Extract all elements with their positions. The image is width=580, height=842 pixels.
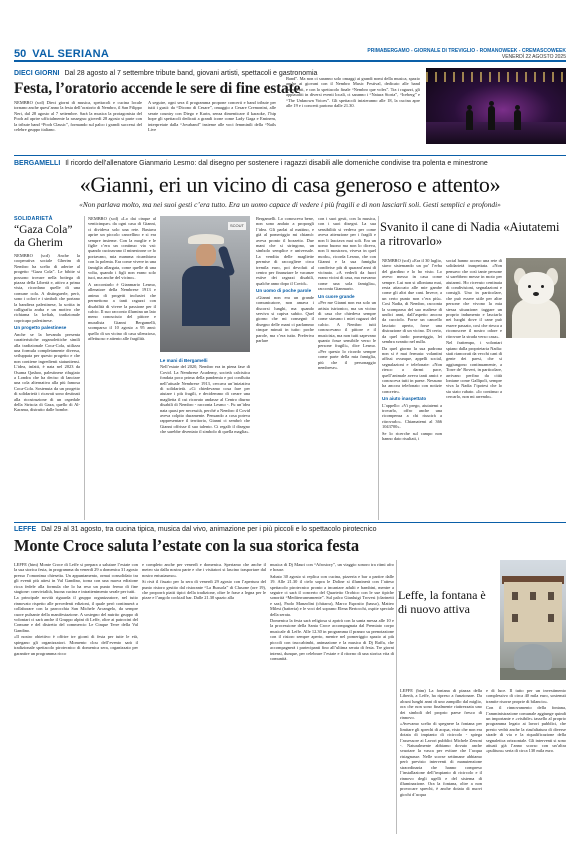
- publication-date: VENERDÌ 22 AGOSTO 2025: [501, 54, 566, 60]
- article1-column-3: [286, 76, 420, 152]
- performer-figure: [514, 110, 521, 130]
- article1-col3-text: Band”. Ma non ci saranno solo omaggi ai grandi nomi della musica, spazio anche ai giovani con il Nembro Music Festival, dedicato alle band emergenti, e con lo spettacolo finale “Nembro que voles”. Tra i ragazzi, gli applauditi in diversi eventi locali, ci saranno i “Natura Storia”, “Iceberg” e “The Unknown Voices”. Gli spettacoli inizieranno alle 18, la cucina apre alle 19 e i concerti partono dalle 21.30.: [286, 76, 420, 109]
- article1-column-2: [148, 100, 276, 152]
- column-divider: [378, 216, 379, 520]
- article3-kicker-text: Dal 29 al 31 agosto, tra cucina tipica, musica dal vivo, animazione per i più piccoli e lo spettacolo pirotecnico: [41, 526, 377, 533]
- article2-kicker: [14, 160, 566, 167]
- section-name: VAL SERIANA: [32, 48, 110, 60]
- performer-figure: [488, 106, 495, 130]
- solidarity-tag: SOLIDARIETÀ: [14, 216, 53, 222]
- dog-eye: [541, 285, 544, 288]
- fountain-col1b-text: «Avevamo scelto di spegnere la fontana per limitare gli sprechi di acqua, visto che non era dotata di impianto di ricircolo - spiega l’assessore ai Lavori pubblici Michele Zenoni -. Naturalmente abbiamo dovuto anche svuotare la vasca per evitare che l’acqua ristagnasse. Nelle scorse settimane abbiamo però previsto interventi di manutenzione straordinaria che hanno compreso l’installazione dell’impianto di ricircolo e il rinnovo degli ugelli e del sistema di illuminazione. Ora la fontana, oltre a non provocare sprechi, è anche dotata di nuovi giochi d’acqua: [400, 721, 482, 797]
- article2-col1b-text: A raccontarlo è Gianmario Lesmo, allenatore della Nembrese 1913 e anima di progetti inclusivi che permettono a tanti ragazzi con disabilità di vivere la passione per il calcio. Il suo racconto illumina un lato meno conosciuto del pittore e muralista Gianni Bergamelli, scomparso il 10 agosto a 95 anni: quello di un vicino di casa silenzioso, affettuoso e attento alle fragilità.: [88, 281, 156, 341]
- article2-subheading-1: Le mani di Bergamelli: [160, 358, 208, 363]
- page-number: 50: [14, 48, 27, 60]
- dog-col1d-text: Se lo ricerche sul campo non hanno dato risultati, i: [382, 430, 442, 441]
- article2-col1-text: NEMBRO (scd) «Lo dai cinque al venticinque» da ogni casa di Gianni, ci divideva solo una rete. Bastava aprire un piccolo cancellino e si era sempre insieme. Con la moglie e le figlie c’era un continuo via vai: quando cucinavano il minestrone ce lo portavano, mia mamma ricambiava con la polenta. Era come vivere in una famiglia allargata, come quelle di una volta, quando i figli non erano solo tuoi, ma anche del vicino».: [88, 216, 156, 281]
- fountain-col2-text: e di luce. Il tutto per un investimento complessivo di circa 40 mila euro, sostenuti tramite risorse proprie di bilancio».: [486, 688, 566, 704]
- article1-kicker-text: Dal 28 agosto al 7 settembre tribute band, giovani artisti, spettacoli e gastronomia: [64, 70, 318, 77]
- column-divider: [84, 216, 85, 520]
- fountain-col2b-text: Con il rinnovamento della fontana, l’amministrazione comunale aggiunge quindi un importante e «visibile» tassello al proprio programma legato ai lavori pubblici, che presto vedrà anche la riasfaltatura di diverse strade di via e la riqualificazione della segnaletica orizzontale. Gli interventi si sono attuati già l’anno scorso con un’altra «pulitura» seria di circa 130 mila euro.: [486, 705, 566, 754]
- photo-shirt: [182, 266, 230, 326]
- article3-kicker-place: LEFFE: [14, 526, 37, 533]
- fountain-col1-text: LEFFE (btm) La fontana di piazza della Libertà, a Leffe, ha ripreso a funzionare. Da alcuni lunghi anni di uno zampillo dal miglio, ora che non sono finalmente riattrezzata uno dei simboli del proprio paese fresco di rinnovo.: [400, 688, 482, 721]
- article2-col3b-text: «Gianni non era un grande comunicatore, non amava i discorsi lunghi, ma quando serviva si capiva subito. Quel giorno che mi consegnò il disegno delle mani ci parlammo cinque minuti in tutto: poche parole, ma c’era tutto. Preferiva parlare: [256, 294, 314, 343]
- dog-column-2: [446, 258, 502, 520]
- fountain-column-2: [486, 688, 566, 834]
- fountain-column-1: [400, 688, 482, 834]
- solidarity-text: [14, 253, 80, 413]
- article2-subheading-2: Un uomo di poche parole: [256, 288, 312, 294]
- building-window: [512, 614, 518, 622]
- article2-subheading-3: Un cuore grande: [318, 293, 355, 299]
- article3-col2b-text: Si rivà il fissato per la sera di venerdì 29 agosto con l’apertura del punto ristoro gestito dal ristorante “La Bussola” di Clusone (ore 19), che proporrà piatti tipici della tradizione, oltre le frase a legna per le pizze e l’angolo cocktail bar. Dalle 21.30 spazio alla: [142, 579, 266, 601]
- stage: [426, 122, 566, 144]
- section-divider: [14, 155, 566, 156]
- building: [504, 582, 562, 642]
- article3-col3-text: musica di Dj Mauri con “Afrostory”, un viaggio sonoro tra ritmi afro e house.: [270, 562, 394, 573]
- article3-column-3: [270, 562, 394, 834]
- dog-col1-text: NEMBRO (scd) «Era il 30 luglio, stavo sistemando un po’ l’erba del giardino e lo ho visto. Lo avevo messo in casa come sempre. Lui non si allontana mai, resta attaccato alle mie gambe come gli altri due cani. Invece, a un certo punto non c’era più». Così Nadia, di Nembro, racconta la scomparsa del suo maltese di undici anni, dall’aspetto ancora da cucciolo. Forse un cancello lasciato aperto, forse una distrazione di un vicino. Di certo, da quel tardo pomeriggio, lei sembra svanito nel nulla.: [382, 258, 442, 345]
- section-divider: [14, 522, 566, 523]
- building-window: [512, 592, 518, 600]
- fountain-photo: [500, 560, 566, 680]
- dog-head: [518, 272, 554, 304]
- dog-nose: [533, 292, 539, 296]
- article1-title: Festa, l’oratorio accende le sere di fine estate: [14, 80, 301, 97]
- article3-col1-text: LEFFE (btm) Monte Croce di Leffe si prepara a salutare l’estate con la sua storica festa, in programma da venerdì 29 a domenica 31 agosto presso l’omonima chiesetta. Un appuntamento, ormai consolidato tra gli eventi più attesi in Val Gandino, torna con una nuova edizione ricca fedele alla formula che lo ha reso un punto fermo di fine stagione: convivialità, buona cucina e intrattenimento serale per tutti.: [14, 562, 138, 595]
- solidarity-text-2: Anche se la bevanda presenta caratteristiche organolettiche simili alla tradizionale Coca-Cola, utilizza una formula completamente diversa, sviluppata per questo progetto e che non contiene ingredienti statunitensi. L’idea, infatti, è nata nel 2023 da Osama Qashoo, palestinese rifugiato a Londra che ha deciso di lanciare una cola alternativa alla più famosa Coca-Cola. Sostenuta da un progetto di solidarietà i ricavati sono destinati alla ricostruzione di un ospedale della Striscia di Gaza, quello di Al-Karama, distrutto dalle bombe.: [14, 331, 80, 413]
- dog-col1b-text: Da quel giorno la sua padrona non si è mai fermata: volantini affissi ovunque, appelli social, segnalazioni e telefonate: «Non riesco a darmi pace, quell’animale aveva tanti amici e conosceva tutti in paese. Nessuno ha ancora telefonato con notizie concrete».: [382, 345, 442, 394]
- article2-column-1: [88, 216, 156, 520]
- article2-col2-text: Nell’estate del 2020, Nembro era in piena fase di Covid. La Nembrese Academy, società calcistica fondata poco prima della pandemia e poi confluita nell’attuale Nembrese 1913, cercava un’iniziativa di solidarietà. «Ci chiedevamo cosa fare per aiutare i più fragili, e decidemmo di creare una maglietta il cui ricavato andasse al Centro diurno disabili di Nembro - racconta Lesmo -. Fu un’idea nata quasi per necessità, perché a Nembro il Covid aveva colpito duramente. Pensando a cosa poteva rappresentare il territorio, Gianni ci sembrò che Gianni offrisse il suo talento. Ci regalò il disegno che sarebbe diventato il simbolo di quella maglia».: [160, 364, 250, 435]
- article2-col4-text: con i suoi gesti, con la musica, con i suoi disegni. La sua sensibilità si vedeva per come aveva attenzione per i fragili e non li lasciava mai soli. Era un uomo buono ma non lo diceva, non li mostrava, viveva in quel modo», ricorda Lesmo, che con Gianni e la sua famiglia condivise più di quarant’anni di vicinato. «A vederli da fuori erano vicini di casa, ma eravamo come una sola famiglia», racconta Gianmario.: [318, 216, 376, 292]
- column-divider: [396, 560, 397, 834]
- dog-col2b-text: Nel frattempo, i volontari spiano dalla proprietaria Nadia: stati riancorati da vecchi cani di gente dei paesi, che si aggiungono continuamente, a Torre de’ Roveri, in particolare, arrivano perfino da città lontane come Gallipoli, sempre viva la Nadia l’ipotesi che lo sia stato rubato. «Io continuo a cercarlo, non mi arrendo».: [446, 340, 502, 400]
- dog-body: [512, 298, 560, 338]
- dog-col2-text: social hanno acceso una rete di solidarietà inaspettata. «Non pensavo che così tante persone si sarebbero messe in moto per aiutarmi. Ho ricevuto centinaia di condivisioni, segnalazioni e consigli. Uno in particolare, che può essere utile per altre persone che vivono la mia stessa situazione: taggare un proprio indumento e lasciarlo nei luoghi dove il cane può essere passato, così che riesca a riconoscere il nostro odore e ritrovare la strada verso casa».: [446, 258, 502, 339]
- article2-title: «Gianni, eri un vicino di casa generoso e attento»: [79, 172, 501, 197]
- building-window: [548, 614, 554, 622]
- article2-column-2: [160, 356, 250, 520]
- solidarity-subheading: Un progetto palestinese: [14, 325, 67, 331]
- building-window: [530, 592, 536, 600]
- article1-column-1: [14, 100, 142, 152]
- gianni-bergamelli-photo: [160, 216, 250, 352]
- article2-col3-text: Bergamelli. Lo conosceva bene, non sono andato a proporgli l’idea. Gli parlai al mattino, e già al pomeriggio mi chiamò: aveva pronto il bozzetto. Due mani che si stringono, un simbolo semplice e universale. La vendita delle magliette permise di raccogliere circa tremila euro, poi devoluti al centro per finanziare le vacanze estive dei ragazzi disabili, qualche anno dopo il Covid».: [256, 216, 314, 286]
- publication-info: [367, 48, 566, 60]
- solidarity-text-1: NEMBRO (scd) Anche la cooperativa sociale Gherim di Nembro ha scelto di aderire al progetto “Gaza Cola”. Le bibite si possono trovare nella bottega di piazza della Libertà e, attivo a prima vista, ricordano quelle di una comune cola. A distinguerle, però, sono i colori e i simboli che portano la bandiera palestinese, la scritta in calligrafia araba e un motivo che richiama la kefiah, tradizionale copricapo palestinese.: [14, 253, 80, 323]
- article3-kicker: [14, 526, 566, 533]
- photo-sign: SCOUT: [230, 223, 244, 228]
- article3-col3b-text: Sabato 30 agosto si replica con cucina, pizzeria e bar a partire dalle 19. Alle 21.30 il cielo sopra le Doline si illuminerà con l’atteso spettacolo pirotecnico pronto a incantare adulti e bambini, mentre a seguire ci sarà il concerto del Quartetto Orobico con le sue tipiche sonorità “Mediterraneamente”. Sul palco Gianluigi Trovesi (clarinetti e sax), Paolo Manzolini (chitarra), Marco Esposito (basso), Matteo Milesi (batteria) e le voci del soprano Elena Bertocchi, ospite speciale della serata.: [270, 573, 394, 617]
- article3-column-1: [14, 562, 138, 834]
- concert-photo: [426, 68, 566, 144]
- dog-subheading: Un aiuto inaspettato: [382, 396, 427, 402]
- page-header: [14, 48, 566, 62]
- article3-col1c-text: «Il nostro obiettivo è offrire tre giorni di festa per tutte le età, spiegano gli organizzatori. Momento clou dell’evento sarà il tradizionale spettacolo pirotecnico di domenica sera, organizzato per garantire un programma ricco: [14, 634, 138, 656]
- article3-title: Monte Croce saluta l’estate con la sua storica festa: [14, 536, 359, 555]
- solidarity-title: “Gaza Cola” da Gherim: [14, 224, 73, 249]
- article3-column-2: [142, 562, 266, 834]
- publication-name: PRIMABERGAMO - GIORNALE DI TREVIGLIO - ROMANOWEEK - CREMASCOWEEK: [367, 48, 566, 54]
- article2-column-3: [256, 216, 314, 520]
- article3-col3c-text: Domenica la festa sarà religiosa si aprirà con la santa messa alle 10 e la processione della Santa Croce accompagnata dal Premiato corpo musicale di Leffe. Alle 12.30 in programma il pranzo su prenotazione con il ristoro sempre aperto, mentre nel pomeriggio spazio ai più piccoli con truccabimbi, animazione e la musica di Dj Raffa, che accompagnerà i partecipanti fino all’ultima serata di festa. Tre giorni intensi, dunque, per celebrare l’estate e il ritorno di una storica vita di comunità.: [270, 618, 394, 661]
- building-window: [548, 592, 554, 600]
- solidarity-box: [14, 216, 80, 520]
- article1-col2-text: A seguire, ogni sera il programma propone concerti e band tribute per tutti i gusti: da “Dicono di Cesare”, omaggio a Cesare Cremonini, alle serate country con Diego e Karin, senza dimenticare il karaoke, l’hip hope gli spettacoli dedicati a grandi icone come Lady Gaga e Eminem, interpretate dalla “Jovaband” insieme alle voci femminili della “Nails Live: [148, 100, 276, 133]
- article2-col4b-text: «Per me Gianni non era solo un artista istrionico, ma un vicino di casa che chiedeva sempre come stavano i miei ragazzi del calcio. A Nembro tutti conoscevano il pittore e il musicista, ma non tutti sapevano quanto fosse sensibile verso le persone fragili», dice Lesmo. «Per questo lo ricordo sempre come parte della mia famiglia, più che il personaggio nembrese».: [318, 300, 376, 370]
- article2-kicker-text: Il ricordo dell’allenatore Gianmario Lesmo: dal disegno per sostenere i ragazzi disabili alle domeniche condivise tra polenta e minestrone: [65, 160, 488, 167]
- article2-column-4: [318, 216, 376, 520]
- article2-kicker-place: BERGAMELLI: [14, 160, 61, 167]
- article1-kicker-place: DIECI GIORNI: [14, 70, 60, 77]
- dog-column-1: [382, 258, 442, 520]
- dog-photo: [506, 258, 566, 338]
- dog-col1c-text: L’appello: «Vi prego, aiutatemi a trovarlo, offro anche una ricompensa a chi riuscirà a ritrovarlo». Chiamatemi al 366 1043700».: [382, 402, 442, 430]
- article2-subtitle: «Non parlava molto, ma nei suoi gesti c’era tutto. Era un uomo capace di vedere i più fragili e di non lasciarli soli. Gesti semplici e profondi»: [79, 200, 501, 209]
- dog-eye: [528, 285, 531, 288]
- fountain-article-title: Leffe, la fontana è di nuovo attiva: [398, 588, 486, 616]
- stage-lights: [426, 72, 566, 82]
- photo-face: [196, 244, 216, 266]
- article3-col2-text: e completo anche per venerdì e domenica. Speriamo che anche il meteo sia dalla nostra parte e che i visitatori si lascino trasportare dal nostro entusiasmo».: [142, 562, 266, 578]
- article3-col1b-text: La principale novità riguarda il gruppo organizzatore, nel tutto rinnovato rispetto alle precedenti edizioni, il quale però continuerà a collaborare con la parrocchia San Michele Arcangelo, da sempre cuore pulsante della manifestazione. A sostegno del nutrito gruppo di volontari ci sarà anche il Gruppo alpini di Leffe, oltre ai patrocini del Comune e del distretto del commercio Le Cinque Terre della Val Gandino.: [14, 595, 138, 633]
- fountain: [514, 644, 552, 670]
- dog-article-title: Svanito il cane di Nadia «Aiutatemi a ritrovarlo»: [380, 220, 560, 248]
- performer-figure: [466, 110, 473, 130]
- article1-col1-text: NEMBRO (scd) Dieci giorni di musica, spettacoli e cucina locale tornano anche quest’anno la festa dell’oratorio di Nembro, il San Filippo Neri, dal 28 agosto al 7 settembre. Sarà la musica la protagonista del Pooh ad aprire ufficialmente la rassegna: giovedì 28 agosto si parte con la tribute band “Pooh Classic”, formando sul palco i grandi successi del celebre gruppo italiano.: [14, 100, 142, 133]
- photo-hat: [188, 234, 224, 244]
